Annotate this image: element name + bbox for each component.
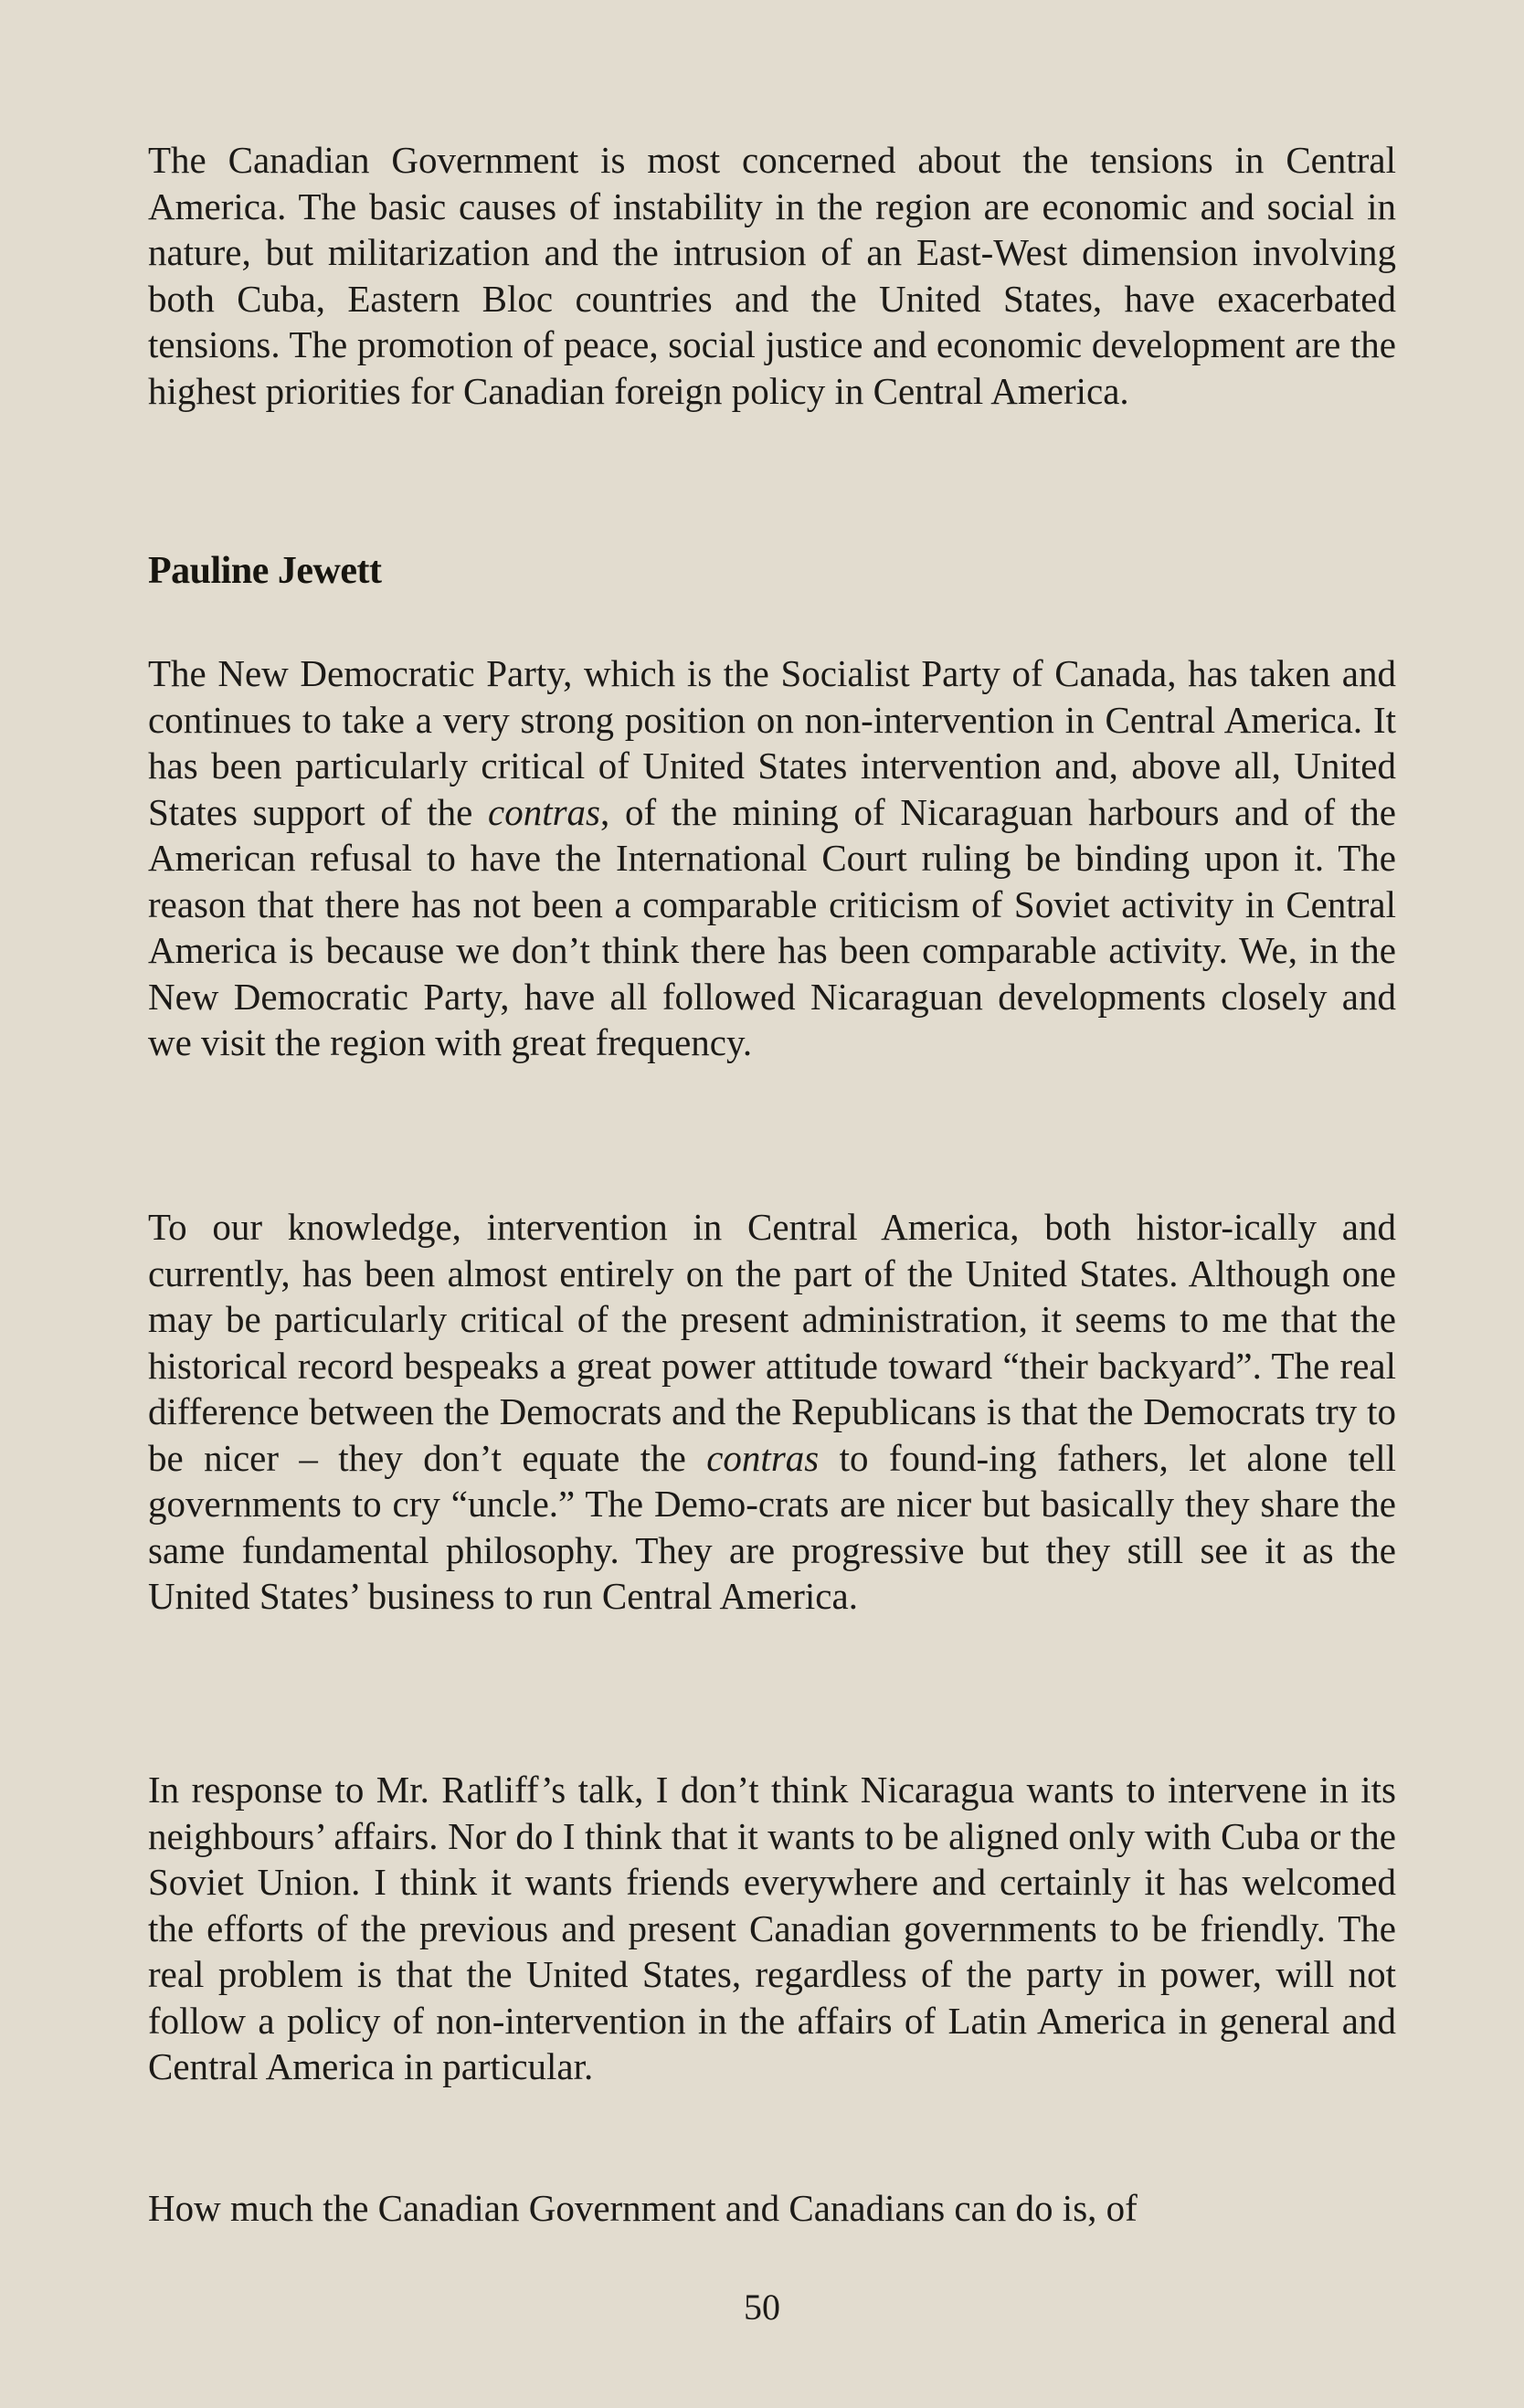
paragraph-2-italic-contras: contras xyxy=(706,1436,820,1479)
paragraph-2-block xyxy=(148,1204,1396,1620)
paragraph-2 xyxy=(148,1204,1396,1620)
intro-paragraph: The Canadian Government is most concerned about the tensions in Central America. The basic causes of instability in the region are economic and social in nature, but militarization and the intrusion of an East-West dimension involving both Cuba, Eastern Bloc countries and the United States, have exacerbated tensions. The promotion of peace, social justice and economic development are the highest priorities for Canadian foreign policy in Central America. xyxy=(148,139,1396,412)
paragraph-2-text-b: to found-ing fathers, let alone tell governments to cry “uncle.” The Demo-crats are nicer but basically they share the same fundamental philosophy. They are progressive but they still see it as the United States’ business to run Central America. xyxy=(148,1436,1397,1617)
paragraph-1 xyxy=(148,650,1396,1066)
paragraph-4-block xyxy=(148,2185,1396,2232)
paragraph-1-block xyxy=(148,650,1396,1066)
paragraph-2-text-a: To our knowledge, intervention in Central America, both histor-ically and currently, has been almost entirely on the part of the United States. Although one may be particularly critical of the present administration, it seems to me that the historical record bespeaks a great power attitude toward “their backyard”. The real difference between the Democrats and the Republicans is that the Democrats try to be nicer – they don’t equate the xyxy=(148,1206,1396,1479)
paragraph-1-text-a: The New Democratic Party, which is the Socialist Party of Canada, has taken and continues to take a very strong position on non-intervention in Central America. It has been particularly critical of United States intervention and, above all, United States support of the xyxy=(148,652,1396,833)
paragraph-1-text-b: , of the mining of Nicaraguan harbours and of the American refusal to have the International Court ruling be binding upon it. The reason that there has not been a comparable criticism of Soviet activity in Central America is because we don’t think there has been comparable activity. We, in the New Democratic Party, have all followed Nicaraguan developments closely and we visit the region with great frequency. xyxy=(148,790,1396,1063)
paragraph-1-italic-contras: contras xyxy=(488,790,600,833)
intro-paragraph-block xyxy=(148,137,1396,414)
paragraph-3: In response to Mr. Ratliff’s talk, I don’t think Nicaragua wants to intervene in its neighbours’ affairs. Nor do I think that it wants to be aligned only with Cuba or the Soviet Union. I think it wants friends everywhere and certainly it has welcomed the efforts of the previous and present Canadian governments to be friendly. The real problem is that the United States, regardless of the party in power, will not follow a policy of non-intervention in the affairs of Latin America in general and Central America in particular. xyxy=(148,1769,1396,2087)
section-heading: Pauline Jewett xyxy=(148,550,382,592)
paragraph-4: How much the Canadian Government and Canadians can do is, of xyxy=(148,2187,1138,2229)
page-number: 50 xyxy=(744,2287,780,2328)
paragraph-3-block xyxy=(148,1767,1396,2090)
